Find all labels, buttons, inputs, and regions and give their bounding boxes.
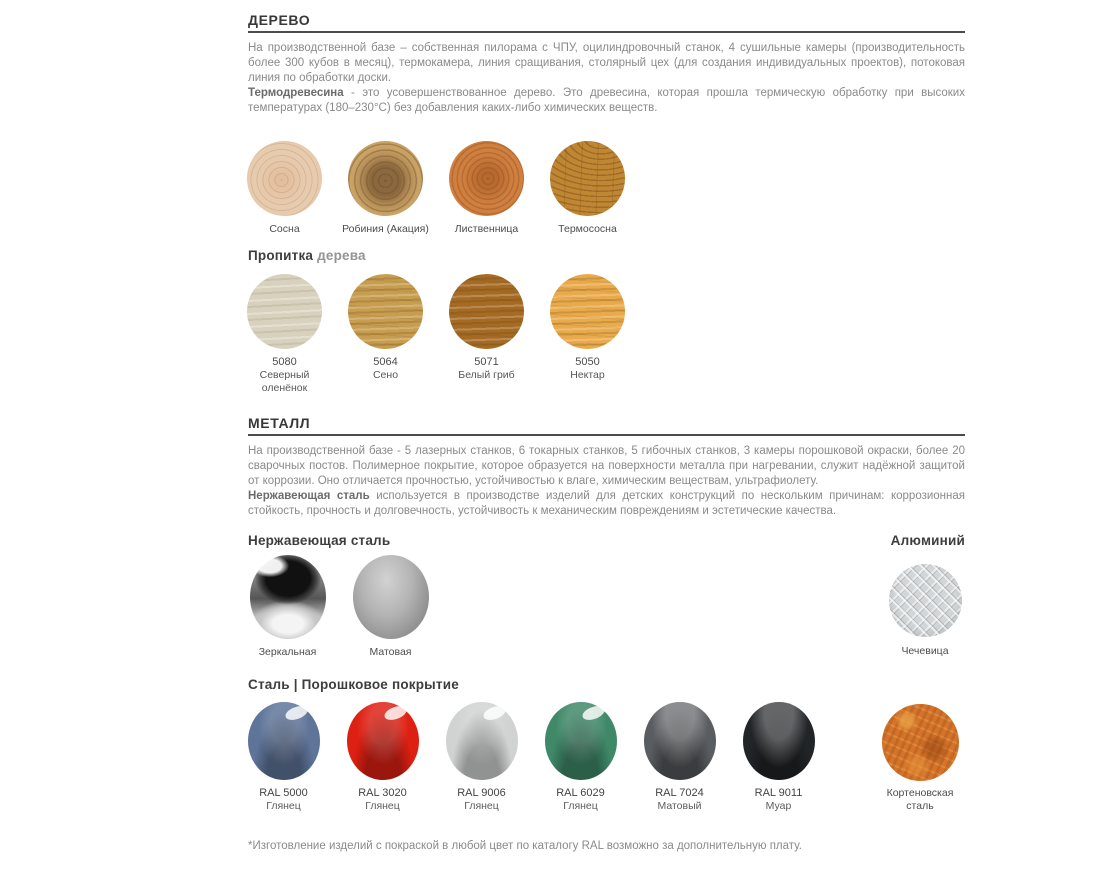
stain-name: Сено	[372, 369, 399, 381]
stain-5050	[537, 274, 638, 395]
ral-sphere	[644, 702, 716, 780]
ral-row	[234, 702, 965, 813]
stain-name: Нектар	[570, 369, 605, 381]
stainless-lead: Нержавеющая сталь	[248, 490, 370, 502]
metal-section	[248, 415, 965, 813]
stain-5080	[234, 274, 335, 395]
species-label: Робиния (Акация)	[342, 223, 429, 235]
ral-3020	[333, 702, 432, 813]
stainless-row	[236, 555, 965, 659]
ral-code: RAL 9011	[754, 787, 803, 799]
ral-code: RAL 9006	[457, 787, 506, 799]
ral-finish: Глянец	[266, 800, 301, 812]
ral-9011	[729, 702, 828, 813]
aluminum-heading: Алюминий	[890, 533, 965, 548]
metal-section-title: МЕТАЛЛ	[248, 415, 311, 431]
ral-finish: Глянец	[563, 800, 598, 812]
corten-steel-swatch	[882, 704, 959, 781]
ral-code: RAL 3020	[358, 787, 407, 799]
corten-label: Кортеновская сталь	[886, 787, 954, 812]
ral-code: RAL 6029	[556, 787, 605, 799]
thermowood-paragraph	[248, 86, 965, 116]
ral-sphere	[743, 702, 815, 780]
thermopine-swatch	[550, 141, 625, 216]
stain-5071	[436, 274, 537, 395]
stain-code: 5071	[474, 356, 499, 368]
mirror-steel-swatch	[250, 555, 326, 639]
wood-title-rule	[248, 31, 965, 33]
wood-section	[248, 12, 965, 395]
ral-6029	[531, 702, 630, 813]
stain-swatch	[449, 274, 524, 349]
robinia-swatch	[348, 141, 423, 216]
stain-5064	[335, 274, 436, 395]
stainless-label: Зеркальная	[258, 646, 317, 658]
stain-code: 5080	[272, 356, 297, 368]
ral-finish: Матовый	[657, 800, 702, 812]
ral-finish: Муар	[765, 800, 792, 812]
thermowood-rest: - это усовершенствованное дерево. Это древесина, которая прошла термическую обработку при высоких температурах (180–230°С) без добавления каких-либо химических веществ.	[248, 87, 965, 114]
species-pine	[234, 141, 335, 236]
stain-code: 5064	[373, 356, 398, 368]
larch-swatch	[449, 141, 524, 216]
ral-sphere	[545, 702, 617, 780]
stainless-rest: используется в производстве изделий для детских конструкций по нескольким причинам: коррозионная стойкость, прочность и долговечность, устойчивость к механическим повреждениям и эстетические качества.	[248, 490, 965, 517]
stain-swatch	[247, 274, 322, 349]
species-label: Сосна	[269, 223, 300, 235]
metal-title-rule	[248, 434, 965, 436]
ral-9006	[432, 702, 531, 813]
ral-finish: Глянец	[464, 800, 499, 812]
stainless-aluminum-headings	[248, 533, 965, 548]
corten-column	[865, 702, 975, 813]
aluminum-swatch	[889, 564, 962, 637]
pine-swatch	[247, 141, 322, 216]
species-label: Лиственница	[454, 223, 519, 235]
stainless-heading: Нержавеющая сталь	[248, 533, 391, 548]
ral-5000	[234, 702, 333, 813]
stainless-paragraph	[248, 489, 965, 519]
species-thermopine	[537, 141, 638, 236]
aluminum-column	[870, 555, 980, 659]
thermowood-lead: Термодревесина	[248, 87, 344, 99]
impregnation-heading	[248, 248, 965, 263]
species-robinia	[335, 141, 436, 236]
ral-sphere	[347, 702, 419, 780]
ral-code: RAL 5000	[259, 787, 308, 799]
aluminum-label: Чечевица	[901, 645, 949, 657]
impregnation-heading-sub: дерева	[313, 248, 366, 263]
metal-description	[248, 444, 965, 519]
stainless-mirror	[236, 555, 339, 659]
stain-code: 5050	[575, 356, 600, 368]
stainless-label: Матовая	[369, 646, 412, 658]
ral-finish: Глянец	[365, 800, 400, 812]
ral-code: RAL 7024	[655, 787, 704, 799]
wood-description	[248, 41, 965, 116]
wood-paragraph: На производственной базе – собственная пилорама с ЧПУ, оцилиндровочный станок, 4 сушильные камеры (производительность более 300 кубов в месяц), термокамера, линия сращивания, столярный цех (для создания индивидуальных проектов), потоковая линия по обработки доски.	[248, 42, 965, 84]
species-label: Термососна	[558, 223, 617, 235]
ral-sphere	[446, 702, 518, 780]
catalog-page	[248, 0, 965, 852]
stain-swatch	[348, 274, 423, 349]
wood-section-title: ДЕРЕВО	[248, 12, 311, 28]
stain-name: Белый гриб	[458, 369, 515, 381]
species-larch	[436, 141, 537, 236]
impregnation-row	[234, 274, 965, 395]
ral-7024	[630, 702, 729, 813]
impregnation-heading-main: Пропитка	[248, 248, 314, 263]
metal-paragraph: На производственной базе - 5 лазерных станков, 6 токарных станков, 5 гибочных станков, 3 камеры порошковой окраски, более 20 сварочных постов. Полимерное покрытие, которое образуется на поверхности металла при нагревании, служит надёжной защитой от коррозии. Оно отличается прочностью, устойчивостью к влаге, химическим веществам, ультрафиолету.	[248, 445, 965, 487]
ral-footnote: *Изготовление изделий с покраской в любой цвет по каталогу RAL возможно за дополнительную плату.	[248, 840, 802, 852]
matte-steel-swatch	[353, 555, 429, 639]
powder-coating-heading: Сталь | Порошковое покрытие	[248, 677, 459, 692]
stain-name: Северный оленёнок	[259, 369, 310, 394]
ral-sphere	[248, 702, 320, 780]
wood-species-row	[234, 141, 965, 236]
stainless-matte	[339, 555, 442, 659]
stain-swatch	[550, 274, 625, 349]
